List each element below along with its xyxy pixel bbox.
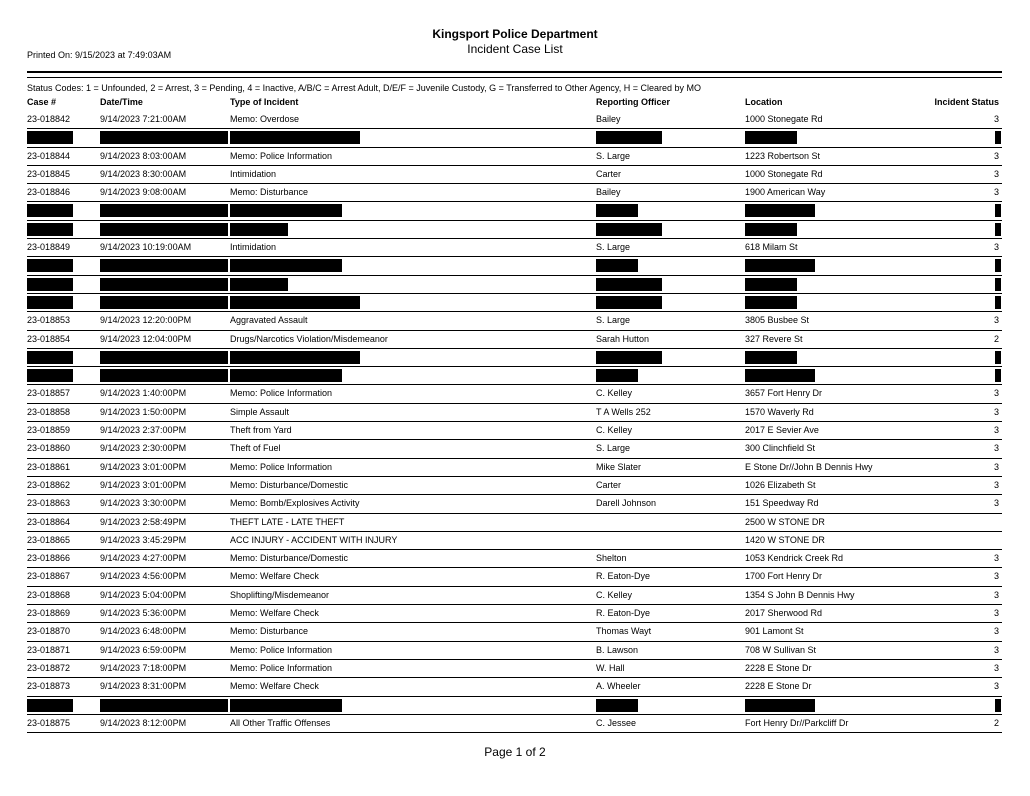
table-row	[0, 532, 1030, 550]
cell-case: 23-018869	[27, 608, 71, 619]
cell-location: 1000 Stonegate Rd	[745, 168, 823, 179]
cell-type: ACC INJURY - ACCIDENT WITH INJURY	[230, 534, 398, 545]
table-header	[0, 97, 1030, 109]
cell-type: THEFT LATE - LATE THEFT	[230, 516, 345, 527]
cell-case: 23-018858	[27, 406, 71, 417]
cell-status: 3	[993, 662, 999, 673]
redaction-block	[230, 296, 360, 309]
cell-case: 23-018844	[27, 150, 71, 161]
cell-location: 1420 W STONE DR	[745, 534, 825, 545]
cell-type: All Other Traffic Offenses	[230, 717, 331, 728]
redaction-block	[745, 351, 797, 364]
cell-type: Theft from Yard	[230, 425, 292, 436]
table-row	[0, 568, 1030, 586]
header-type: Type of Incident	[230, 97, 299, 107]
cell-status: 3	[993, 242, 999, 253]
cell-date: 9/14/2023 7:21:00AM	[100, 114, 187, 124]
redaction-block	[27, 699, 73, 712]
table-row	[0, 495, 1030, 513]
cell-location: 151 Speedway Rd	[745, 498, 819, 509]
redaction-block	[100, 699, 228, 712]
cell-date: 9/14/2023 8:12:00PM	[100, 717, 187, 728]
redaction-block	[100, 131, 228, 144]
cell-status: 2	[993, 717, 999, 728]
cell-type: Theft of Fuel	[230, 443, 281, 454]
redaction-block	[995, 296, 1001, 309]
cell-date: 9/14/2023 6:59:00PM	[100, 644, 187, 655]
cell-date: 9/14/2023 3:30:00PM	[100, 498, 187, 509]
cell-case: 23-018842	[27, 114, 71, 124]
header-case: Case #	[27, 97, 57, 107]
redaction-block	[745, 223, 797, 236]
cell-type: Memo: Welfare Check	[230, 681, 319, 692]
cell-case: 23-018845	[27, 168, 71, 179]
cell-type: Intimidation	[230, 242, 277, 253]
table-row	[0, 440, 1030, 458]
cell-officer: B. Lawson	[596, 644, 639, 655]
table-row	[0, 477, 1030, 495]
redaction-block	[100, 223, 228, 236]
cell-case: 23-018873	[27, 681, 71, 692]
table-row	[0, 642, 1030, 660]
redaction-block	[100, 259, 228, 272]
cell-location: 901 Lamont St	[745, 626, 804, 637]
redaction-block	[230, 204, 342, 217]
table-row-redacted	[0, 349, 1030, 367]
cell-type: Memo: Police Information	[230, 150, 333, 161]
cell-date: 9/14/2023 12:04:00PM	[100, 333, 192, 344]
redaction-block	[745, 296, 797, 309]
cell-type: Memo: Police Information	[230, 461, 333, 472]
cell-date: 9/14/2023 1:40:00PM	[100, 388, 187, 399]
header-rule-thin	[27, 77, 1002, 78]
cell-case: 23-018854	[27, 333, 71, 344]
cell-location: 618 Milam St	[745, 242, 798, 253]
table-row	[0, 678, 1030, 696]
page-number: Page 1 of 2	[484, 745, 546, 759]
cell-officer: Shelton	[596, 553, 627, 564]
redaction-block	[745, 699, 815, 712]
cell-status: 3	[993, 553, 999, 564]
cell-case: 23-018846	[27, 187, 71, 198]
cell-officer: C. Kelley	[596, 589, 633, 600]
cell-officer: Bailey	[596, 187, 621, 198]
redaction-block	[27, 223, 73, 236]
cell-officer: Darell Johnson	[596, 498, 657, 509]
cell-case: 23-018871	[27, 644, 71, 655]
cell-officer: S. Large	[596, 443, 631, 454]
cell-case: 23-018870	[27, 626, 71, 637]
cell-case: 23-018857	[27, 388, 71, 399]
redaction-block	[596, 204, 638, 217]
cell-case: 23-018849	[27, 242, 71, 253]
redaction-block	[596, 369, 638, 382]
cell-case: 23-018859	[27, 425, 71, 436]
cell-date: 9/14/2023 2:58:49PM	[100, 516, 187, 527]
redaction-block	[100, 296, 228, 309]
cell-officer: C. Kelley	[596, 425, 633, 436]
cell-case: 23-018865	[27, 534, 71, 545]
redaction-block	[596, 131, 662, 144]
redaction-block	[745, 204, 815, 217]
redaction-block	[230, 278, 288, 291]
cell-type: Memo: Disturbance/Domestic	[230, 479, 349, 490]
cell-status: 3	[993, 443, 999, 454]
cell-case: 23-018860	[27, 443, 71, 454]
cell-type: Memo: Disturbance	[230, 187, 309, 198]
table-row	[0, 148, 1030, 166]
cell-officer: Carter	[596, 168, 622, 179]
cell-type: Memo: Police Information	[230, 644, 333, 655]
page-title: Kingsport Police Department	[432, 27, 598, 41]
cell-location: 327 Revere St	[745, 333, 803, 344]
cell-location: 2500 W STONE DR	[745, 516, 825, 527]
redaction-block	[230, 351, 360, 364]
cell-officer: C. Kelley	[596, 388, 633, 399]
cell-date: 9/14/2023 4:27:00PM	[100, 553, 187, 564]
table-row	[0, 514, 1030, 532]
redaction-block	[995, 259, 1001, 272]
cell-case: 23-018868	[27, 589, 71, 600]
table-row-redacted	[0, 276, 1030, 294]
cell-officer: R. Eaton-Dye	[596, 608, 651, 619]
redaction-block	[596, 296, 662, 309]
cell-officer: C. Jessee	[596, 717, 637, 728]
redaction-block	[100, 369, 228, 382]
cell-location: 1223 Robertson St	[745, 150, 821, 161]
cell-date: 9/14/2023 2:30:00PM	[100, 443, 187, 454]
table-row	[0, 422, 1030, 440]
redaction-block	[745, 259, 815, 272]
header-status: Incident Status	[934, 97, 999, 107]
cell-location: 1354 S John B Dennis Hwy	[745, 589, 855, 600]
table-row-redacted	[0, 129, 1030, 147]
page-subtitle: Incident Case List	[467, 42, 563, 56]
cell-status: 3	[993, 571, 999, 582]
cell-date: 9/14/2023 4:56:00PM	[100, 571, 187, 582]
cell-status: 2	[993, 333, 999, 344]
table-row	[0, 715, 1030, 733]
redaction-block	[995, 204, 1001, 217]
cell-location: E Stone Dr//John B Dennis Hwy	[745, 461, 873, 472]
redaction-block	[27, 278, 73, 291]
cell-type: Memo: Welfare Check	[230, 571, 319, 582]
cell-location: 3805 Busbee St	[745, 315, 810, 326]
redaction-block	[230, 131, 360, 144]
redaction-block	[27, 296, 73, 309]
cell-case: 23-018864	[27, 516, 71, 527]
redaction-block	[995, 699, 1001, 712]
cell-officer: S. Large	[596, 242, 631, 253]
table-row	[0, 587, 1030, 605]
table-row-redacted	[0, 697, 1030, 715]
table-row-redacted	[0, 294, 1030, 312]
redaction-block	[745, 131, 797, 144]
redaction-block	[100, 351, 228, 364]
redaction-block	[27, 204, 73, 217]
cell-case: 23-018853	[27, 315, 71, 326]
cell-officer: R. Eaton-Dye	[596, 571, 651, 582]
cell-case: 23-018861	[27, 461, 71, 472]
cell-status: 3	[993, 150, 999, 161]
redaction-block	[27, 351, 73, 364]
table-row	[0, 312, 1030, 330]
cell-status: 3	[993, 626, 999, 637]
cell-officer: Sarah Hutton	[596, 333, 650, 344]
redaction-block	[230, 699, 342, 712]
redaction-block	[100, 204, 228, 217]
table-row-redacted	[0, 202, 1030, 220]
cell-case: 23-018875	[27, 717, 71, 728]
cell-location: 2017 Sherwood Rd	[745, 608, 823, 619]
cell-status: 3	[993, 388, 999, 399]
table-row-redacted	[0, 257, 1030, 275]
cell-type: Memo: Police Information	[230, 388, 333, 399]
cell-officer: S. Large	[596, 150, 631, 161]
redaction-block	[995, 369, 1001, 382]
cell-case: 23-018862	[27, 479, 71, 490]
cell-date: 9/14/2023 8:30:00AM	[100, 168, 187, 179]
cell-type: Memo: Overdose	[230, 114, 300, 124]
redaction-block	[230, 259, 342, 272]
cell-case: 23-018867	[27, 571, 71, 582]
table-row	[0, 550, 1030, 568]
table-row	[0, 605, 1030, 623]
redaction-block	[745, 278, 797, 291]
cell-date: 9/14/2023 5:04:00PM	[100, 589, 187, 600]
table-row	[0, 459, 1030, 477]
redaction-block	[995, 351, 1001, 364]
cell-date: 9/14/2023 3:45:29PM	[100, 534, 187, 545]
cell-type: Memo: Police Information	[230, 662, 333, 673]
cell-status: 3	[993, 315, 999, 326]
table-row	[0, 385, 1030, 403]
redaction-block	[230, 369, 342, 382]
cell-status: 3	[993, 498, 999, 509]
table-row	[0, 111, 1030, 129]
cell-officer: Bailey	[596, 114, 621, 124]
cell-location: 300 Clinchfield St	[745, 443, 816, 454]
cell-location: 2017 E Sevier Ave	[745, 425, 819, 436]
cell-status: 3	[993, 681, 999, 692]
table-row	[0, 660, 1030, 678]
cell-officer: S. Large	[596, 315, 631, 326]
cell-date: 9/14/2023 3:01:00PM	[100, 461, 187, 472]
redaction-block	[27, 259, 73, 272]
cell-date: 9/14/2023 7:18:00PM	[100, 662, 187, 673]
redaction-block	[27, 131, 73, 144]
cell-status: 3	[993, 589, 999, 600]
cell-status: 3	[993, 479, 999, 490]
cell-officer: T A Wells 252	[596, 406, 651, 417]
cell-status: 3	[993, 644, 999, 655]
cell-location: 3657 Fort Henry Dr	[745, 388, 823, 399]
cell-status: 3	[993, 608, 999, 619]
cell-date: 9/14/2023 12:20:00PM	[100, 315, 192, 326]
cell-status: 3	[993, 114, 999, 124]
table-row	[0, 331, 1030, 349]
cell-type: Shoplifting/Misdemeanor	[230, 589, 330, 600]
cell-case: 23-018863	[27, 498, 71, 509]
cell-case: 23-018872	[27, 662, 71, 673]
cell-date: 9/14/2023 9:08:00AM	[100, 187, 187, 198]
cell-location: 1000 Stonegate Rd	[745, 114, 823, 124]
cell-date: 9/14/2023 6:48:00PM	[100, 626, 187, 637]
cell-type: Aggravated Assault	[230, 315, 308, 326]
redaction-block	[596, 223, 662, 236]
cell-status: 3	[993, 425, 999, 436]
table-row	[0, 404, 1030, 422]
case-table	[0, 111, 1030, 733]
cell-location: 2228 E Stone Dr	[745, 681, 812, 692]
cell-officer: Carter	[596, 479, 622, 490]
cell-location: 1570 Waverly Rd	[745, 406, 814, 417]
redaction-block	[27, 369, 73, 382]
header-rule-thick	[27, 71, 1002, 73]
cell-type: Drugs/Narcotics Violation/Misdemeanor	[230, 333, 388, 344]
redaction-block	[100, 278, 228, 291]
cell-type: Intimidation	[230, 168, 277, 179]
cell-case: 23-018866	[27, 553, 71, 564]
redaction-block	[995, 223, 1001, 236]
redaction-block	[995, 131, 1001, 144]
cell-location: 708 W Sullivan St	[745, 644, 817, 655]
cell-status: 3	[993, 187, 999, 198]
redaction-block	[596, 278, 662, 291]
table-row	[0, 239, 1030, 257]
cell-type: Simple Assault	[230, 406, 290, 417]
cell-status: 3	[993, 406, 999, 417]
cell-date: 9/14/2023 3:01:00PM	[100, 479, 187, 490]
cell-date: 9/14/2023 8:03:00AM	[100, 150, 187, 161]
cell-location: Fort Henry Dr//Parkcliff Dr	[745, 717, 849, 728]
cell-date: 9/14/2023 1:50:00PM	[100, 406, 187, 417]
cell-date: 9/14/2023 5:36:00PM	[100, 608, 187, 619]
redaction-block	[995, 278, 1001, 291]
cell-location: 2228 E Stone Dr	[745, 662, 812, 673]
cell-status: 3	[993, 461, 999, 472]
redaction-block	[745, 369, 815, 382]
table-row-redacted	[0, 221, 1030, 239]
cell-location: 1900 American Way	[745, 187, 826, 198]
cell-officer: Thomas Wayt	[596, 626, 652, 637]
table-row	[0, 623, 1030, 641]
status-codes-legend: Status Codes: 1 = Unfounded, 2 = Arrest, 3 = Pending, 4 = Inactive, A/B/C = Arrest Adult, D/E/F = Juvenile Custody, G = Transferred to Other Agency, H = Cleared by MO	[27, 83, 702, 93]
cell-status: 3	[993, 168, 999, 179]
cell-location: 1026 Elizabeth St	[745, 479, 816, 490]
table-row	[0, 166, 1030, 184]
cell-date: 9/14/2023 2:37:00PM	[100, 425, 187, 436]
printed-on: Printed On: 9/15/2023 at 7:49:03AM	[27, 50, 172, 60]
cell-type: Memo: Bomb/Explosives Activity	[230, 498, 360, 509]
cell-type: Memo: Disturbance	[230, 626, 309, 637]
table-row	[0, 184, 1030, 202]
cell-location: 1053 Kendrick Creek Rd	[745, 553, 844, 564]
cell-location: 1700 Fort Henry Dr	[745, 571, 823, 582]
redaction-block	[596, 259, 638, 272]
header-location: Location	[745, 97, 783, 107]
cell-type: Memo: Welfare Check	[230, 608, 319, 619]
redaction-block	[596, 699, 638, 712]
cell-date: 9/14/2023 8:31:00PM	[100, 681, 187, 692]
table-row-redacted	[0, 367, 1030, 385]
cell-date: 9/14/2023 10:19:00AM	[100, 242, 192, 253]
cell-officer: W. Hall	[596, 662, 625, 673]
cell-type: Memo: Disturbance/Domestic	[230, 553, 349, 564]
cell-officer: Mike Slater	[596, 461, 642, 472]
header-date: Date/Time	[100, 97, 143, 107]
header-officer: Reporting Officer	[596, 97, 671, 107]
redaction-block	[596, 351, 662, 364]
redaction-block	[230, 223, 288, 236]
cell-officer: A. Wheeler	[596, 681, 641, 692]
